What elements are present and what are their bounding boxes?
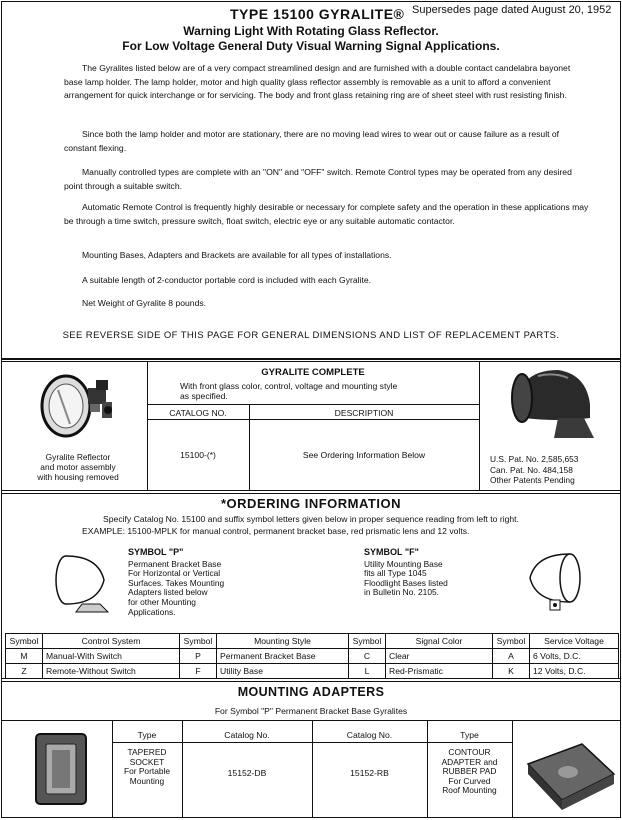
ordering-example: EXAMPLE: 15100-MPLK for manual control, permanent bracket base, red prismatic lens and 12 volts. [82,526,470,536]
table-cell: Z [6,664,43,679]
table-header: Symbol [180,634,217,649]
complete-note: With front glass color, control, voltage and mounting style as specified. [180,381,398,401]
symbol-f-description: SYMBOL "F" Utility Mounting Base fits all Type 1045 Floodlight Bases listed in Bulletin No. 2105. [364,548,514,598]
tapered-socket-illustration [30,730,100,810]
see-reverse-note: SEE REVERSE SIDE OF THIS PAGE FOR GENERAL DIMENSIONS AND LIST OF REPLACEMENT PARTS. [62,330,560,341]
col-type-right: Type [460,730,479,740]
table-cell: M [6,649,43,664]
table-header: Control System [43,634,180,649]
table-cell: C [349,649,386,664]
table-cell: Clear [386,649,493,664]
col-type-left: Type [137,730,157,740]
reflector-assembly-illustration [36,366,126,448]
table-row [6,664,619,679]
catalog-value: 15100-(*) [180,450,216,460]
paragraph-mounting: Mounting Bases, Adapters and Brackets are available for all types of installations. [82,250,392,260]
table-header: Symbol [349,634,386,649]
table-cell: L [349,664,386,679]
ordering-heading: *ORDERING INFORMATION [221,496,401,511]
contour-adapter-catalog: 15152-RB [350,768,389,778]
tapered-socket-catalog: 15152-DB [227,768,267,778]
table-header: Symbol [493,634,530,649]
table-cell: A [493,649,530,664]
complete-heading: GYRALITE COMPLETE [261,367,365,378]
permanent-bracket-illustration [46,550,124,616]
paragraph-cord: A suitable length of 2-conductor portable cord is included with each Gyralite. [82,275,372,285]
table-cell: Manual-With Switch [43,649,180,664]
reflector-caption: Gyralite Reflector and motor assembly with housing removed [37,452,119,482]
contour-adapter-type: CONTOUR ADAPTER and RUBBER PAD For Curved Roof Mounting [441,747,498,796]
table-cell: Red-Prismatic [386,664,493,679]
col-description: DESCRIPTION [334,408,394,418]
col-catalog-left: Catalog No. [224,730,270,740]
table-header: Mounting Style [217,634,349,649]
table-cell: P [180,649,217,664]
symbol-p-description: SYMBOL "P" Permanent Bracket Base For Horizontal or Vertical Surfaces. Takes Mounting Adapters listed below for other Mounting Applications. [128,548,278,617]
adapters-subheading: For Symbol "P" Permanent Bracket Base Gyralites [214,706,408,716]
section-divider [2,358,620,360]
table-cell: Utility Base [217,664,349,679]
contour-adapter-illustration [522,734,618,810]
col-catalog-no: CATALOG NO. [169,408,227,418]
table-cell: Remote-Without Switch [43,664,180,679]
col-catalog-right: Catalog No. [346,730,393,740]
table-header: Symbol [6,634,43,649]
subtitle-2: For Low Voltage General Duty Visual Warning Signal Applications. [122,39,500,53]
paragraph-stationary: Since both the lamp holder and motor are stationary, there are no moving lead wires to wear out or cause failure as a result of constant flexing. [64,129,560,153]
table-cell: K [493,664,530,679]
symbol-p-title: SYMBOL "P" [128,547,184,557]
table-row [6,649,619,664]
catalog-page [1,1,621,818]
description-value: See Ordering Information Below [302,450,426,460]
symbol-f-title: SYMBOL "F" [364,547,419,557]
section-divider [2,361,620,362]
table-cell: Permanent Bracket Base [217,649,349,664]
paragraph-automatic: Automatic Remote Control is frequently highly desirable or necessary for complete safety and the operation in these applications may be through a time switch, pressure switch, float switch, electric eye or any suitable automatic contactor. [64,202,589,226]
subtitle-1: Warning Light With Rotating Glass Reflector. [183,24,439,38]
table-cell: F [180,664,217,679]
tapered-socket-type: TAPERED SOCKET For Portable Mounting [123,747,171,786]
symbol-table [5,633,619,679]
page-title: TYPE 15100 GYRALITE® [230,6,405,22]
gyralite-complete-illustration [498,364,608,444]
table-cell: 12 Volts, D.C. [530,664,619,679]
patents: U.S. Pat. No. 2,585,653 Can. Pat. No. 484,158 Other Patents Pending [490,454,579,485]
paragraph-weight: Net Weight of Gyralite 8 pounds. [82,298,207,308]
supersedes-note: Supersedes page dated August 20, 1952 [412,4,612,16]
table-header: Service Voltage [530,634,619,649]
utility-base-illustration [512,548,590,614]
paragraph-intro: The Gyralites listed below are of a very compact streamlined design and are furnished with a double contact candelabra bayonet base lamp holder. The lamp holder, motor and high quality glass reflector assembly is removable as a unit to afford a convenient arrangement for quick interchange or for servicing. The body and front glass retaining ring are of sheet steel with rust resisting finish. [64,63,571,100]
table-header: Signal Color [386,634,493,649]
adapters-heading: MOUNTING ADAPTERS [237,685,385,699]
ordering-line-1: Specify Catalog No. 15100 and suffix symbol letters given below in proper sequence reading from left to right. [103,514,519,524]
table-cell: 6 Volts, D.C. [530,649,619,664]
paragraph-manual: Manually controlled types are complete with an "ON" and "OFF" switch. Remote Control types may be operated from any desired point through a suitable switch. [64,167,572,191]
table-header-row [6,634,619,649]
